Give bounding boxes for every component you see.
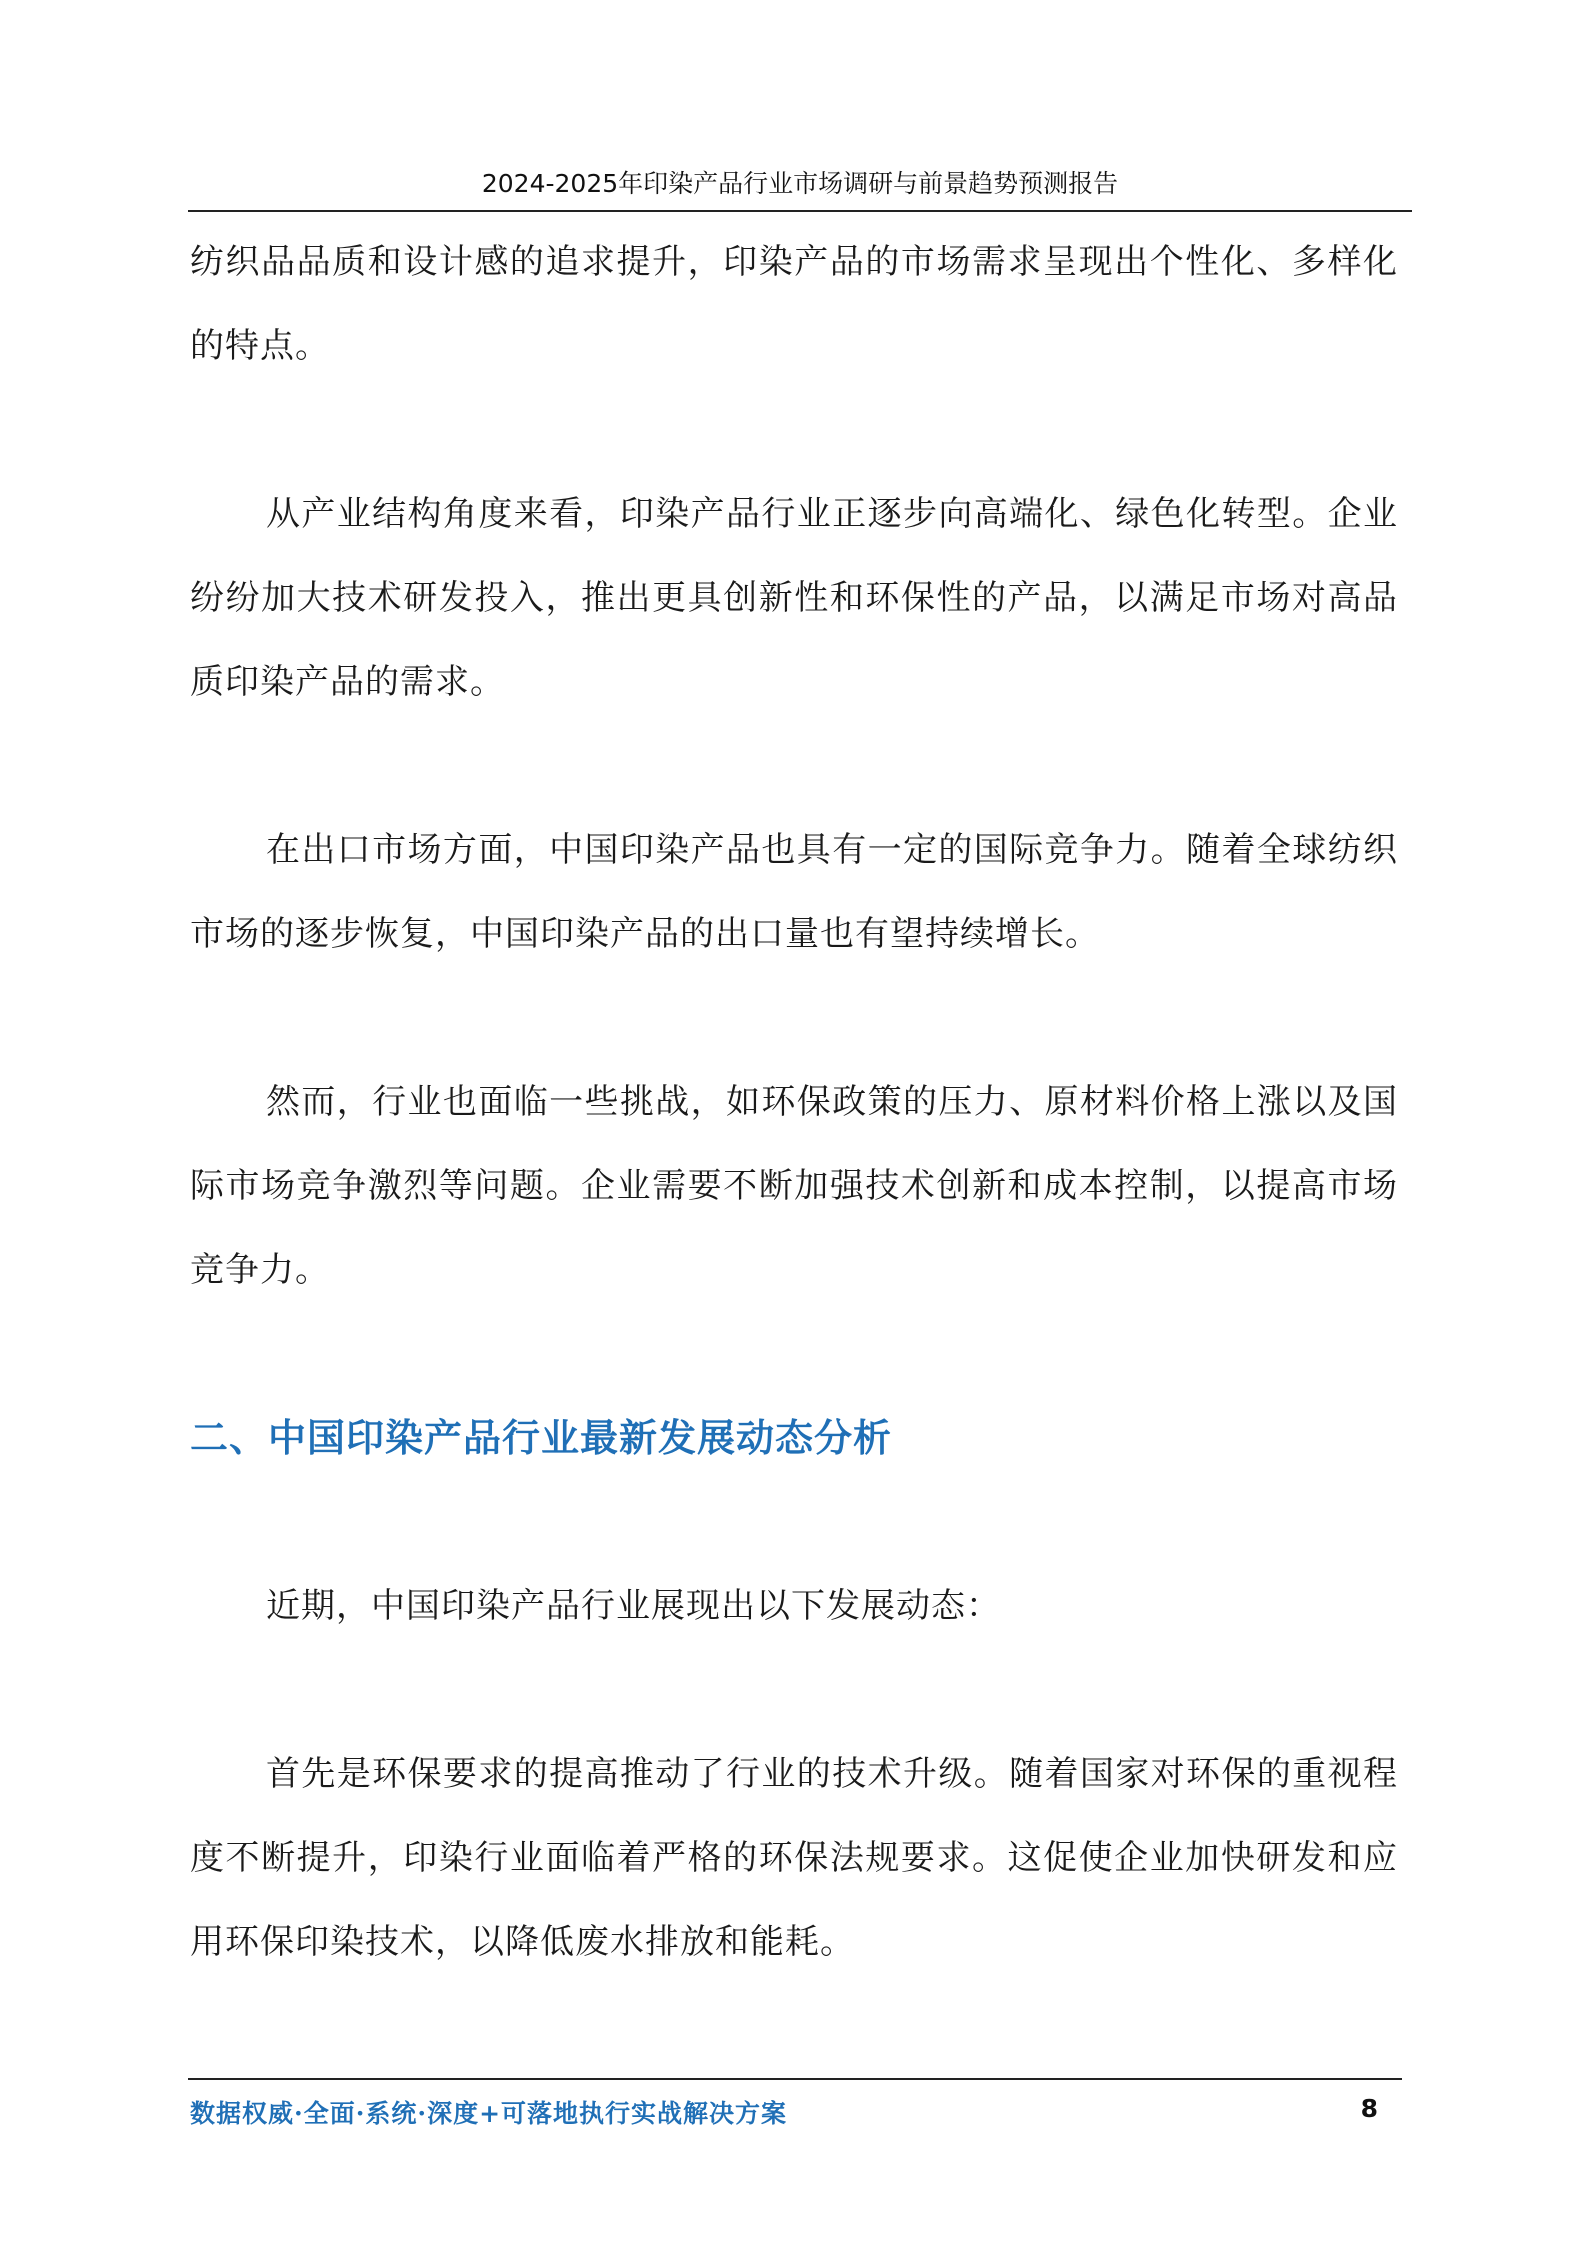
paragraph-export-market: 在出口市场方面，中国印染产品也具有一定的国际竞争力。随着全球纺织市场的逐步恢复，中国印染产品的出口量也有望持续增长。 [190,830,1398,954]
main-content [190,220,1398,1984]
paragraph-gap [190,724,1398,808]
page-header [188,158,1412,212]
page-footer [188,2078,1402,2128]
paragraph-gap [190,1480,1398,1564]
paragraph-environmental: 首先是环保要求的提高推动了行业的技术升级。随着国家对环保的重视程度不断提升，印染行业面临着严格的环保法规要求。这促使企业加快研发和应用环保印染技术，以降低废水排放和能耗。 [190,1754,1398,1962]
paragraph-gap [190,976,1398,1060]
section-heading: 二、中国印染产品行业最新发展动态分析 [190,1416,893,1460]
report-title: 2024-2025年印染产品行业市场调研与前景趋势预测报告 [481,169,1119,198]
paragraph-continuation: 纺织品品质和设计感的追求提升，印染产品的市场需求呈现出个性化、多样化的特点。 [190,242,1398,366]
paragraph-gap [190,388,1398,472]
paragraph-gap [190,1312,1398,1396]
paragraph-recent-dynamics: 近期，中国印染产品行业展现出以下发展动态： [266,1586,1001,1626]
paragraph-industry-structure: 从产业结构角度来看，印染产品行业正逐步向高端化、绿色化转型。企业纷纷加大技术研发投入，推出更具创新性和环保性的产品，以满足市场对高品质印染产品的需求。 [190,494,1398,702]
page-number: 8 [1360,2094,1378,2123]
footer-slogan: 数据权威·全面·系统·深度+可落地执行实战解决方案 [190,2099,788,2128]
paragraph-gap [190,1648,1398,1732]
paragraph-challenges: 然而，行业也面临一些挑战，如环保政策的压力、原材料价格上涨以及国际市场竞争激烈等问题。企业需要不断加强技术创新和成本控制，以提高市场竞争力。 [190,1082,1398,1290]
